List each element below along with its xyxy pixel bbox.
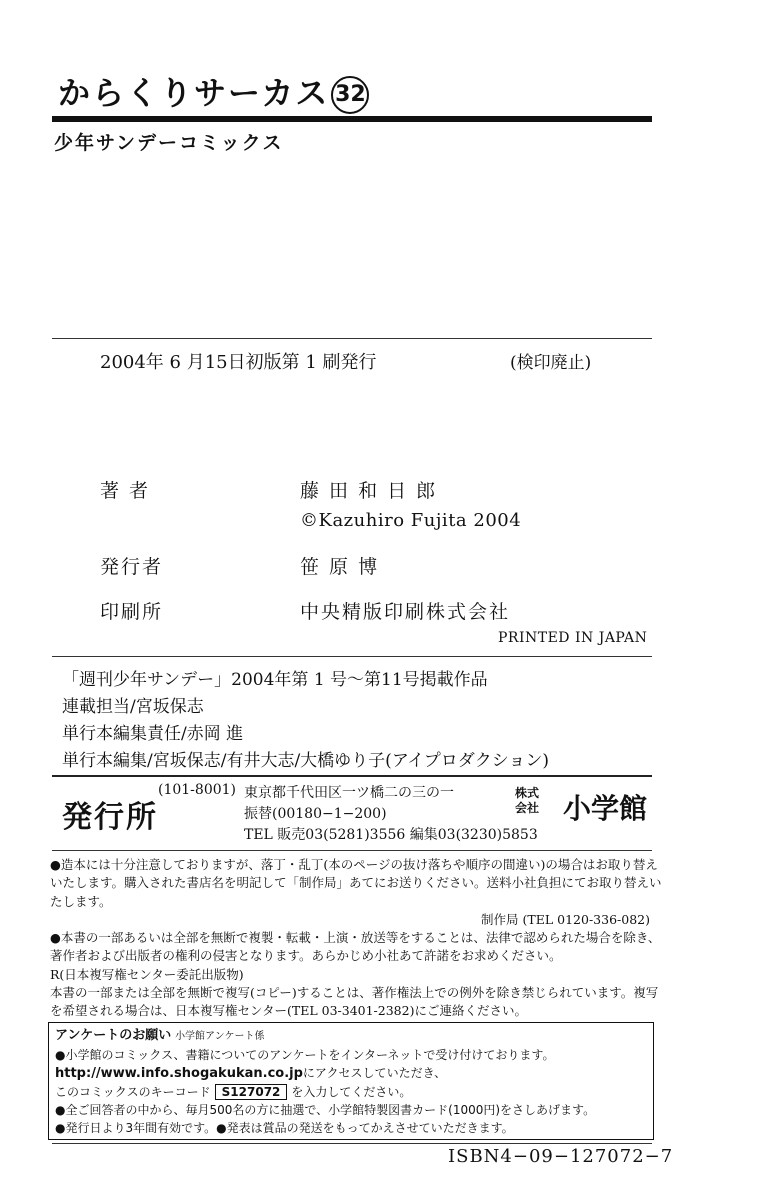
publisher-person-label: 発行者: [100, 556, 164, 578]
publisher-name: 小学館: [563, 792, 648, 825]
kenin-haishi: (検印廃止): [510, 353, 592, 373]
transfer-account: 振替(00180−1−200): [244, 806, 387, 822]
survey-dept: 小学館アンケート係: [175, 1031, 265, 1042]
survey-heading: アンケートのお願い: [55, 1028, 172, 1043]
survey-line: ●発行日より3年間有効です。●発表は賞品の発送をもってかえさせていただきます。: [55, 1121, 514, 1135]
copyright: ©Kazuhiro Fujita 2004: [300, 510, 522, 531]
publisher-tel: TEL 販売03(5281)3556 編集03(3230)5853: [244, 827, 538, 843]
note-paragraph: R(日本複写権センター委託出版物): [50, 966, 244, 982]
printer-name: 中央精版印刷株式会社: [300, 601, 511, 623]
notes-block: [50, 856, 664, 1021]
serialization-line: 単行本編集責任/赤岡 進: [62, 724, 244, 744]
key-code-prefix: このコミックスのキーコード: [55, 1085, 211, 1099]
survey-line: ●小学館のコミックス、書籍についてのアンケートをインターネットで受け付けております。: [55, 1048, 555, 1062]
divider: [52, 850, 652, 851]
volume-number: 32: [331, 76, 369, 114]
serialization-line: 連載担当/宮坂保志: [62, 697, 204, 717]
key-code-suffix: を入力してください。: [291, 1085, 412, 1099]
corp-type-line2: 会社: [515, 801, 540, 815]
postal-code: (101-8001): [158, 782, 237, 798]
production-contact: 制作局 (TEL 0120-336-082): [481, 911, 650, 927]
survey-box: [48, 1022, 654, 1140]
book-title: [58, 68, 369, 114]
divider: [52, 338, 652, 339]
printer-label: 印刷所: [100, 601, 164, 623]
printed-in-japan: PRINTED IN JAPAN: [498, 630, 648, 646]
note-paragraph: ●造本には十分注意しておりますが、落丁・乱丁(本のページの抜け落ちや順序の間違い)の場合はお取り替えいたします。購入された書店名を明記して「制作局」あてにお送りください。送料小社負担にてお取り替えいたします。: [50, 857, 662, 909]
divider: [52, 656, 652, 657]
first-edition-date: 2004年 6 月15日初版第 1 刷発行: [100, 352, 377, 373]
divider: [52, 1143, 652, 1144]
note-paragraph: 本書の一部または全部を無断で複写(コピー)することは、著作権法上での例外を除き禁じられています。複写を希望される場合は、日本複写権センター(TEL 03-3401-2382)にご連絡ください。: [50, 985, 659, 1019]
survey-url-link[interactable]: http://www.info.shogakukan.co.jp: [55, 1066, 303, 1081]
title-rule: [52, 116, 652, 122]
key-code: S127072: [215, 1084, 288, 1100]
title-text: からくりサーカス: [58, 74, 330, 112]
survey-line: ●全ご回答者の中から、毎月500名の方に抽選で、小学館特製図書カード(1000円)をさしあげます。: [55, 1103, 596, 1117]
isbn: ISBN4−09−127072−7: [448, 1146, 674, 1167]
publisher-label: 発行所: [62, 800, 158, 835]
series-label: 少年サンデーコミックス: [54, 132, 284, 154]
publisher-person-name: 笹 原 博: [300, 556, 380, 578]
corp-type-line1: 株式: [515, 786, 540, 800]
divider: [52, 775, 652, 777]
author-label: 著 者: [100, 480, 151, 502]
serialization-line: 単行本編集/宮坂保志/有井大志/大橋ゆり子(アイプロダクション): [62, 751, 550, 771]
survey-url-suffix: にアクセスしていただき、: [302, 1066, 447, 1080]
author-name: 藤 田 和 日 郎: [300, 480, 438, 502]
note-paragraph: ●本書の一部あるいは全部を無断で複製・転載・上演・放送等をすることは、法律で認められた場合を除き、著作者および出版者の権利の侵害となります。あらかじめ小社あて許諾をお求めください。: [50, 930, 661, 964]
serialization-line: 「週刊少年サンデー」2004年第 1 号〜第11号掲載作品: [62, 670, 488, 690]
publisher-address: 東京都千代田区一ツ橋二の三の一: [244, 785, 454, 801]
